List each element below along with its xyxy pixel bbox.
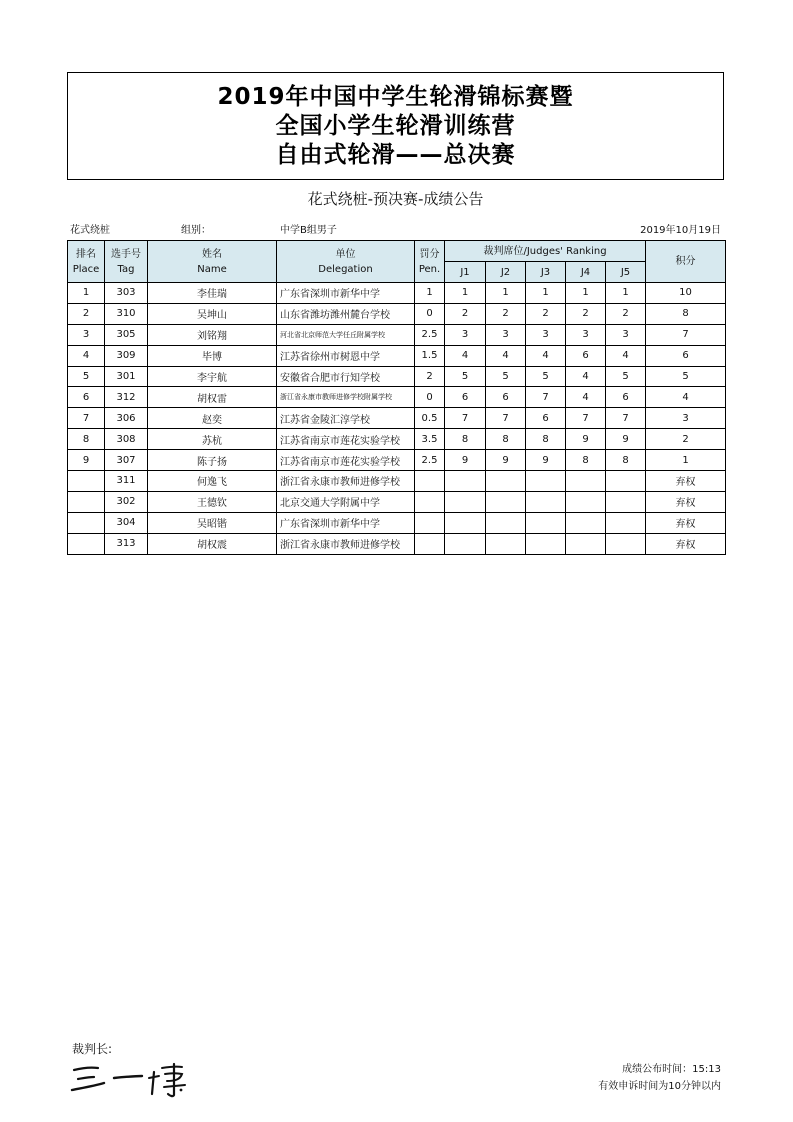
table-row (68, 387, 726, 408)
cell-j4 (566, 533, 606, 554)
cell-score: 8 (646, 303, 726, 324)
cell-score: 6 (646, 345, 726, 366)
cell-tag: 311 (105, 471, 148, 492)
cell-delegation: 江苏省南京市莲花实验学校 (277, 450, 415, 471)
cell-j5: 2 (606, 303, 646, 324)
cell-j1: 1 (445, 283, 486, 304)
cell-j2: 8 (486, 429, 526, 450)
cell-name: 王德钦 (148, 491, 277, 512)
cell-score: 弃权 (646, 533, 726, 554)
header-j3: J3 (526, 262, 566, 283)
cell-tag: 310 (105, 303, 148, 324)
cell-j5 (606, 512, 646, 533)
cell-pen: 1.5 (415, 345, 445, 366)
cell-tag: 302 (105, 491, 148, 512)
cell-j3: 2 (526, 303, 566, 324)
cell-score: 弃权 (646, 471, 726, 492)
cell-place: 7 (68, 408, 105, 429)
cell-score: 10 (646, 283, 726, 304)
cell-j3 (526, 512, 566, 533)
cell-name: 陈子扬 (148, 450, 277, 471)
cell-tag: 307 (105, 450, 148, 471)
cell-j1 (445, 533, 486, 554)
cell-j5: 4 (606, 345, 646, 366)
cell-j1: 2 (445, 303, 486, 324)
cell-j5: 8 (606, 450, 646, 471)
cell-j1: 3 (445, 324, 486, 345)
header-name: 姓名 Name (148, 241, 277, 283)
header-judges: 裁判席位/Judges' Ranking (445, 241, 646, 262)
cell-j1: 8 (445, 429, 486, 450)
cell-j2: 4 (486, 345, 526, 366)
cell-place (68, 491, 105, 512)
cell-name: 李宇航 (148, 366, 277, 387)
cell-score: 1 (646, 450, 726, 471)
cell-j5: 6 (606, 387, 646, 408)
cell-j3: 3 (526, 324, 566, 345)
cell-delegation: 安徽省合肥市行知学校 (277, 366, 415, 387)
cell-score: 7 (646, 324, 726, 345)
cell-delegation: 浙江省永康市教师进修学校附属学校 (277, 387, 415, 408)
cell-pen (415, 512, 445, 533)
cell-delegation: 山东省潍坊潍州麓台学校 (277, 303, 415, 324)
cell-delegation: 北京交通大学附属中学 (277, 491, 415, 512)
header-j5: J5 (606, 262, 646, 283)
cell-pen: 3.5 (415, 429, 445, 450)
cell-name: 苏杭 (148, 429, 277, 450)
cell-j3 (526, 471, 566, 492)
cell-j1: 4 (445, 345, 486, 366)
cell-j4: 2 (566, 303, 606, 324)
cell-pen (415, 491, 445, 512)
results-table (67, 240, 726, 555)
cell-delegation: 浙江省永康市教师进修学校 (277, 471, 415, 492)
cell-pen: 0.5 (415, 408, 445, 429)
cell-j2: 5 (486, 366, 526, 387)
cell-delegation: 河北省北京师范大学任丘附属学校 (277, 324, 415, 345)
title-box (67, 72, 724, 180)
cell-delegation: 江苏省金陵汇淳学校 (277, 408, 415, 429)
cell-place (68, 533, 105, 554)
table-row (68, 324, 726, 345)
cell-j5 (606, 491, 646, 512)
cell-j3: 5 (526, 366, 566, 387)
cell-pen (415, 533, 445, 554)
cell-delegation: 广东省深圳市新华中学 (277, 512, 415, 533)
cell-place (68, 471, 105, 492)
cell-j2: 2 (486, 303, 526, 324)
cell-j3: 7 (526, 387, 566, 408)
referee-signature (70, 1058, 190, 1098)
header-j2: J2 (486, 262, 526, 283)
cell-j2: 7 (486, 408, 526, 429)
cell-j4 (566, 512, 606, 533)
cell-j5 (606, 471, 646, 492)
cell-j2: 9 (486, 450, 526, 471)
cell-place: 1 (68, 283, 105, 304)
cell-tag: 305 (105, 324, 148, 345)
cell-j1 (445, 512, 486, 533)
referee-label: 裁判长: (72, 1042, 113, 1056)
cell-j5: 1 (606, 283, 646, 304)
cell-tag: 306 (105, 408, 148, 429)
cell-j4 (566, 491, 606, 512)
cell-score: 4 (646, 387, 726, 408)
header-j1: J1 (445, 262, 486, 283)
cell-j2: 1 (486, 283, 526, 304)
cell-j2: 3 (486, 324, 526, 345)
group-label: 组别： (181, 225, 211, 236)
cell-pen: 2 (415, 366, 445, 387)
cell-delegation: 广东省深圳市新华中学 (277, 283, 415, 304)
cell-j4: 8 (566, 450, 606, 471)
publish-time: 成绩公布时间：15:13 (622, 1064, 721, 1075)
group-value: 中学B组男子 (280, 225, 337, 236)
cell-place: 2 (68, 303, 105, 324)
table-row (68, 429, 726, 450)
cell-place: 3 (68, 324, 105, 345)
cell-j1 (445, 491, 486, 512)
cell-name: 赵奕 (148, 408, 277, 429)
cell-name: 何逸飞 (148, 471, 277, 492)
cell-name: 刘铭翔 (148, 324, 277, 345)
cell-place: 6 (68, 387, 105, 408)
cell-place: 5 (68, 366, 105, 387)
cell-j5 (606, 533, 646, 554)
title-line-2: 全国小学生轮滑训练营 (275, 112, 516, 139)
results-date: 2019年10月19日 (640, 225, 721, 236)
cell-tag: 301 (105, 366, 148, 387)
cell-tag: 304 (105, 512, 148, 533)
table-row (68, 491, 726, 512)
cell-j2 (486, 471, 526, 492)
results-subtitle: 花式绕桩-预决赛-成绩公告 (307, 190, 484, 208)
cell-tag: 309 (105, 345, 148, 366)
cell-j3: 6 (526, 408, 566, 429)
table-row (68, 345, 726, 366)
cell-j4: 6 (566, 345, 606, 366)
cell-j4: 7 (566, 408, 606, 429)
cell-j4 (566, 471, 606, 492)
cell-name: 李佳瑞 (148, 283, 277, 304)
cell-score: 弃权 (646, 491, 726, 512)
cell-j1: 6 (445, 387, 486, 408)
header-tag: 选手号 Tag (105, 241, 148, 283)
cell-tag: 303 (105, 283, 148, 304)
cell-pen: 2.5 (415, 324, 445, 345)
cell-pen: 2.5 (415, 450, 445, 471)
table-row (68, 512, 726, 533)
cell-place (68, 512, 105, 533)
cell-j3: 4 (526, 345, 566, 366)
cell-j5: 7 (606, 408, 646, 429)
table-row (68, 366, 726, 387)
cell-j1: 9 (445, 450, 486, 471)
cell-delegation: 浙江省永康市教师进修学校 (277, 533, 415, 554)
header-penalty: 罚分 Pen. (415, 241, 445, 283)
cell-name: 吴昭锴 (148, 512, 277, 533)
title-line-1: 2019年中国中学生轮滑锦标赛暨 (217, 83, 574, 110)
cell-j3 (526, 533, 566, 554)
cell-j4: 1 (566, 283, 606, 304)
cell-j3: 8 (526, 429, 566, 450)
title-line-3: 自由式轮滑——总决赛 (275, 141, 516, 168)
table-row (68, 533, 726, 554)
cell-tag: 313 (105, 533, 148, 554)
event-name: 花式绕桩 (70, 225, 110, 236)
cell-name: 胡权雷 (148, 387, 277, 408)
cell-name: 吴坤山 (148, 303, 277, 324)
cell-score: 2 (646, 429, 726, 450)
cell-j3 (526, 491, 566, 512)
cell-score: 弃权 (646, 512, 726, 533)
cell-j3: 1 (526, 283, 566, 304)
cell-j3: 9 (526, 450, 566, 471)
cell-j1 (445, 471, 486, 492)
header-delegation: 单位 Delegation (277, 241, 415, 283)
cell-j2 (486, 512, 526, 533)
table-row (68, 303, 726, 324)
cell-delegation: 江苏省徐州市树恩中学 (277, 345, 415, 366)
cell-j5: 9 (606, 429, 646, 450)
cell-pen (415, 471, 445, 492)
table-row (68, 283, 726, 304)
header-place: 排名 Place (68, 241, 105, 283)
header-score: 积分 (646, 241, 726, 283)
cell-score: 5 (646, 366, 726, 387)
cell-name: 胡权震 (148, 533, 277, 554)
cell-tag: 308 (105, 429, 148, 450)
cell-delegation: 江苏省南京市莲花实验学校 (277, 429, 415, 450)
cell-tag: 312 (105, 387, 148, 408)
cell-pen: 0 (415, 303, 445, 324)
cell-j4: 4 (566, 387, 606, 408)
appeal-notice: 有效申诉时间为10分钟以内 (598, 1081, 721, 1092)
cell-j2 (486, 491, 526, 512)
cell-j2 (486, 533, 526, 554)
cell-j1: 7 (445, 408, 486, 429)
cell-score: 3 (646, 408, 726, 429)
cell-j4: 4 (566, 366, 606, 387)
table-row (68, 408, 726, 429)
cell-pen: 1 (415, 283, 445, 304)
cell-j1: 5 (445, 366, 486, 387)
cell-j5: 3 (606, 324, 646, 345)
cell-j2: 6 (486, 387, 526, 408)
cell-place: 9 (68, 450, 105, 471)
cell-place: 4 (68, 345, 105, 366)
cell-j5: 5 (606, 366, 646, 387)
cell-j4: 3 (566, 324, 606, 345)
cell-place: 8 (68, 429, 105, 450)
header-j4: J4 (566, 262, 606, 283)
cell-j4: 9 (566, 429, 606, 450)
table-row (68, 450, 726, 471)
cell-pen: 0 (415, 387, 445, 408)
cell-name: 毕博 (148, 345, 277, 366)
table-row (68, 471, 726, 492)
